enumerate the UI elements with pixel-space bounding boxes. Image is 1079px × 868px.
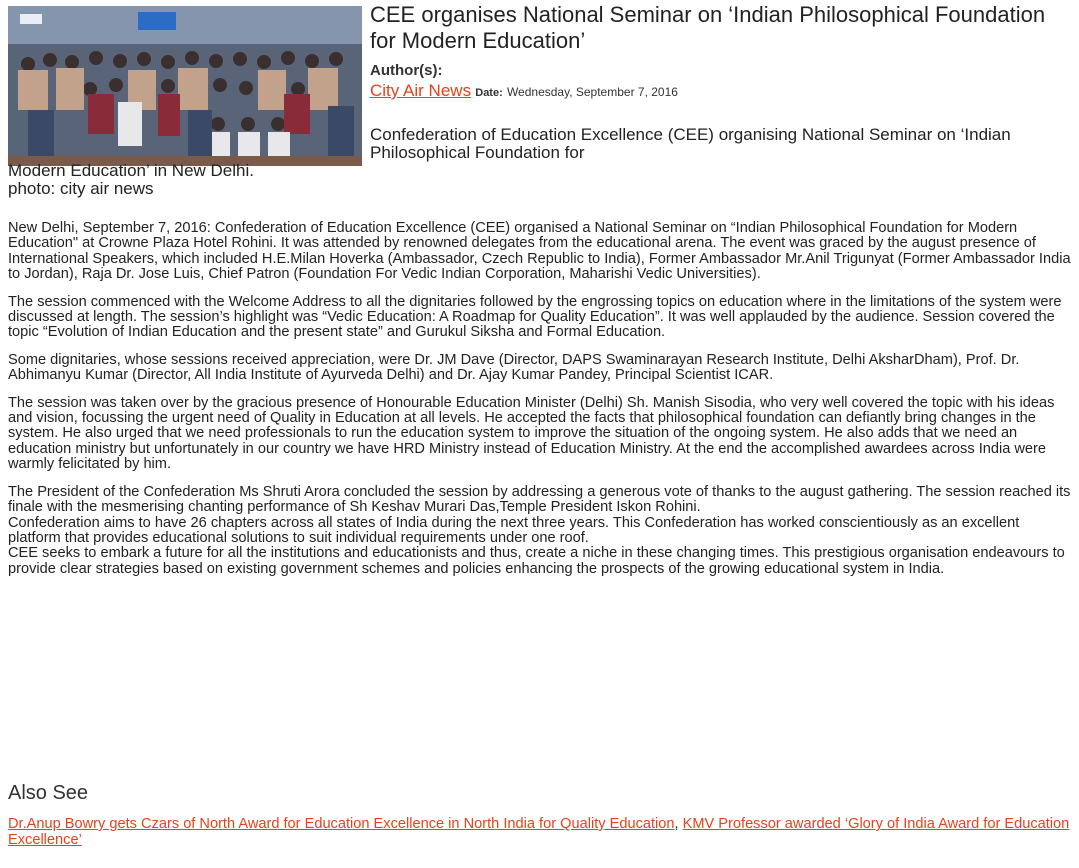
link-separator: , — [674, 816, 683, 832]
paragraph: CEE seeks to embark a future for all the institutions and educationists and thus, create a niche in these changing times. This prestigious organisation endeavours to provide clear strategies based on existing government schemes and policies enhancing the prospects of the growing educational system in India. — [8, 545, 1065, 577]
author-label: Author(s): — [370, 62, 443, 79]
photo-caption — [8, 126, 1068, 198]
caption-lead: Confederation of Education Excellence (CEE) organising National Seminar on ‘Indian Philosophical Foundation for — [370, 125, 1011, 162]
paragraph: Some dignitaries, whose sessions received appreciation, were Dr. JM Dave (Director, DAPS Swaminarayan Research Institute, Delhi AksharDham), Prof. Dr. Abhimanyu Kumar (Director, All India Institute of Ayurveda Delhi) and Dr. Ajay Kumar Pandey, Principal Scientist ICAR. — [8, 351, 1020, 384]
paragraph: New Delhi, September 7, 2016: Confederation of Education Excellence (CEE) organised a National Seminar on “Indian Philosophical Foundation for Modern Education" at Crowne Plaza Hotel Rohini. It was attended by renowned delegates from the educational arena. The event was graced by the august presence of International Speakers, which included H.E.Milan Hoverka (Ambassador, Czech Republic to India), Former Ambassador Mr.Anil Trigunyat (Former Ambassador India to Jordan), Raja Dr. Jose Luis, Chief Patron (Foundation For Vedic Indian Corporation, Maharishi Vedic Universities). — [8, 220, 1071, 283]
also-see-links — [8, 816, 1072, 848]
caption-rest: Modern Education’ in New Delhi. — [8, 161, 254, 180]
also-see-heading: Also See — [8, 782, 89, 804]
paragraph: Confederation aims to have 26 chapters across all states of India during the next three years. This Confederation has worked conscientiously as an excellent platform that provides educational solutions to suit individual requirements under one roof. — [8, 514, 1020, 546]
date-value: Wednesday, September 7, 2016 — [506, 85, 678, 99]
article-title: CEE organises National Seminar on ‘Indian Philosophical Foundation for Modern Education’ — [370, 2, 1046, 53]
date-label: Date: — [475, 87, 503, 99]
article-body — [8, 221, 1072, 577]
related-link[interactable]: KMV Professor awarded ‘Glory of India Award for Education Excellence’ — [8, 816, 1070, 848]
byline — [370, 81, 678, 103]
author-link[interactable]: City Air News — [370, 81, 472, 100]
paragraph: The session was taken over by the gracious presence of Honourable Education Minister (Delhi) Sh. Manish Sisodia, who very well covered the topic with his ideas and vision, focussing the urgent need of Quality in Education at all levels. He accepted the facts that philosophical foundation can defiantly bring changes in the system. He also urged that we need professionals to run the education system to improve the situation of the ongoing system. He also adds that we need an education ministry but unfortunately in our country we have HRD Ministry instead of Education Ministry. At the end the accomplished awardees across India were warmly felicitated by him. — [8, 394, 1055, 473]
paragraph: The President of the Confederation Ms Shruti Arora concluded the session by addressing a generous vote of thanks to the august gathering. The session reached its finale with the mesmerising chanting performance of Sh Keshav Murari Das,Temple President Iskon Rohini. — [8, 483, 1071, 516]
photo-credit: photo: city air news — [8, 179, 154, 198]
paragraph: The session commenced with the Welcome Address to all the dignitaries followed by the engrossing topics on education where in the limitations of the system were discussed at length. The session’s highlight was “Vedic Education: A Roadmap for Quality Education”. It was well applauded by the audience. Session covered the topic “Evolution of Indian Education and the present state” and Gurukul Siksha and Formal Education. — [8, 293, 1062, 341]
related-link[interactable]: Dr.Anup Bowry gets Czars of North Award for Education Excellence in North India for Quality Education — [8, 816, 675, 832]
